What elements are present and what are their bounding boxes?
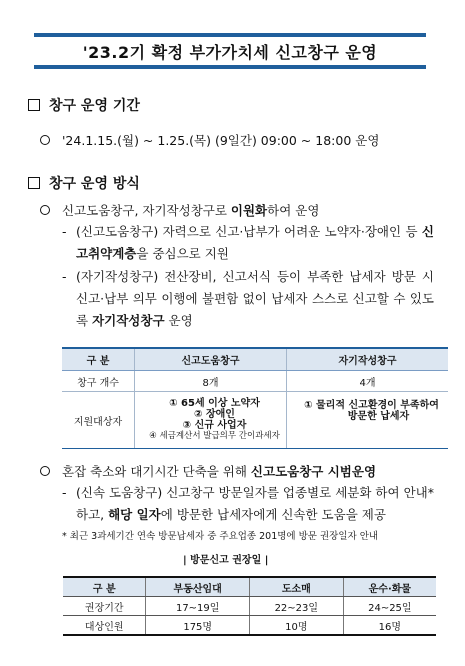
dash2-bold: 자기작성창구 — [92, 313, 165, 328]
table-cell: 8개 — [135, 371, 287, 392]
point1-text: 신고도움창구, 자기작성창구로 — [62, 203, 231, 218]
circle-bullet-icon — [40, 135, 50, 145]
list-item: ① 물리적 신고환경이 부족하여 — [304, 400, 439, 411]
table-cell: 지원대상자 — [62, 392, 135, 449]
footnote: * 최근 3과세기간 연속 방문납세자 중 주요업종 201명에 방문 권장일자 안내 — [62, 531, 379, 542]
point1-bold: 이원화 — [230, 203, 268, 218]
circle-bullet-icon — [40, 466, 50, 476]
point-dual-counter — [40, 201, 319, 219]
circle-bullet-icon — [40, 205, 50, 215]
operation-period — [40, 131, 379, 149]
table-cell: 대상인원 — [63, 616, 146, 636]
dash-quick-counter: - (신속 도움창구) 신고창구 방문일자를 업종별로 세분화 하여 안내*하고, 해당 일자에 방문한 납세자에게 신속한 도움을 제공 — [62, 485, 434, 522]
dash2-text-end: 운영 — [164, 313, 193, 328]
counter-comparison-table — [62, 347, 448, 449]
table-cell: 10명 — [249, 616, 343, 636]
table-header: 구 분 — [63, 577, 146, 597]
table-header: 신고도움창구 — [135, 348, 287, 371]
section2-heading — [28, 173, 140, 193]
list-item: ① 65세 이상 노약자 — [169, 398, 260, 409]
section2-heading-text: 창구 운영 방식 — [49, 176, 140, 192]
section1-heading — [28, 95, 140, 115]
dash1-text-end: 을 중심으로 지원 — [136, 246, 229, 261]
self-target-list — [287, 392, 449, 449]
recommended-date-table — [63, 576, 436, 636]
dash1-bold: 신고취약계층 — [76, 224, 434, 261]
list-item: 방문한 납세자 — [347, 411, 410, 422]
table-row — [63, 597, 436, 616]
dash2-text: (자기작성창구) 전산장비, 신고서식 등이 부족한 납세자 방문 시 신고·납부 의무 이행에 불편함 없이 납세자 스스로 신고할 수 있도록 — [76, 269, 434, 328]
page-title: '23.2기 확정 부가가치세 신고창구 운영 — [82, 42, 378, 62]
table-cell: 창구 개수 — [62, 371, 135, 392]
point1-text-end: 하여 운영 — [267, 203, 320, 218]
table-header: 부동산임대 — [146, 577, 249, 597]
dash3-text: (신속 도움창구) 신고창구 방문일자를 업종별로 세분화 하여 안내*하고, — [76, 485, 434, 522]
list-item: ② 장애인 — [194, 409, 235, 420]
square-bullet-icon — [28, 99, 40, 111]
table-header: 운수·화물 — [343, 577, 436, 597]
point2-bold: 신고도움창구 시범운영 — [250, 464, 377, 479]
table-cell: 24~25일 — [343, 597, 436, 616]
dash3-bold: 해당 일자 — [108, 507, 161, 522]
point2-text: 혼잡 축소와 대기시간 단축을 위해 — [62, 464, 251, 479]
table-cell: 175명 — [146, 616, 249, 636]
section1-heading-text: 창구 운영 기간 — [49, 98, 140, 114]
period-text: '24.1.15.(월) ~ 1.25.(목) (9일간) 09:00 ~ 18:00 운영 — [62, 133, 380, 148]
recommended-date-banner: | 방문신고 권장일 | — [183, 555, 269, 566]
dash-self-counter: - (자기작성창구) 전산장비, 신고서식 등이 부족한 납세자 방문 시 신고·납부 의무 이행에 불편함 없이 납세자 스스로 신고할 수 있도록 자기작성창구 운영 — [62, 269, 434, 328]
list-item: ③ 신규 사업자 — [182, 420, 247, 431]
table-row — [62, 371, 448, 392]
point-pilot-operation — [40, 462, 376, 480]
table-header: 도소매 — [249, 577, 343, 597]
dash1-text: (신고도움창구) 자력으로 신고·납부가 어려운 노약자·장애인 등 — [76, 224, 422, 239]
help-target-list — [135, 392, 287, 449]
dash-help-counter: - (신고도움창구) 자력으로 신고·납부가 어려운 노약자·장애인 등 신고취약계층을 중심으로 지원 — [62, 224, 434, 261]
table-cell: 17~19일 — [146, 597, 249, 616]
list-item: ④ 세금계산서 발급의무 간이과세자 — [149, 431, 280, 441]
table-cell: 16명 — [343, 616, 436, 636]
table-row — [63, 616, 436, 636]
dash3-text-end: 에 방문한 납세자에게 신속한 도움을 제공 — [160, 507, 386, 522]
table-header: 자기작성창구 — [287, 348, 449, 371]
table-cell: 22~23일 — [249, 597, 343, 616]
table-cell: 4개 — [287, 371, 449, 392]
title-box — [34, 33, 426, 69]
table-row — [62, 392, 448, 449]
table-cell: 권장기간 — [63, 597, 146, 616]
table-header: 구 분 — [62, 348, 135, 371]
square-bullet-icon — [28, 177, 40, 189]
